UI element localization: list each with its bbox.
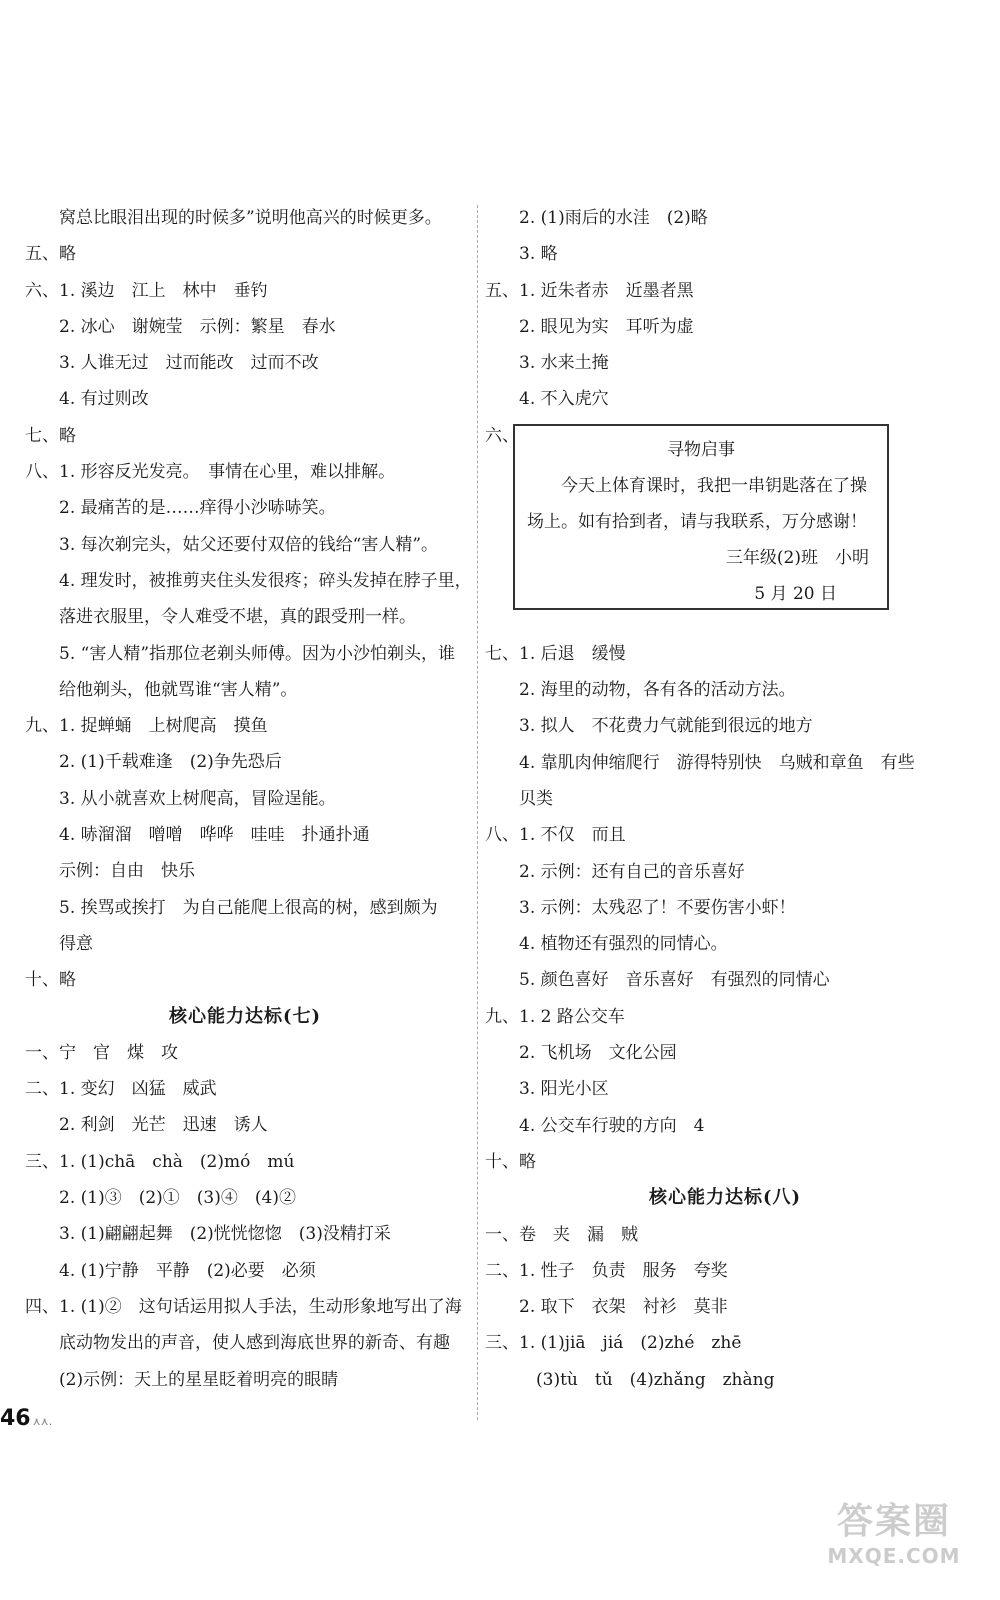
answer-line: 七、1. 后退 缓慢 bbox=[485, 643, 626, 664]
answer-line: 3. 阳光小区 bbox=[485, 1079, 609, 1100]
answer-line: 一、宁 官 煤 攻 bbox=[25, 1042, 178, 1063]
answer-line: 4. 哧溜溜 噌噌 哗哗 哇哇 扑通扑通 bbox=[25, 825, 370, 846]
answer-line: 3. 每次剃完头，姑父还要付双倍的钱给“害人精”。 bbox=[25, 534, 439, 555]
answer-line: 七、略 bbox=[25, 425, 76, 446]
section-heading: 核心能力达标(七) bbox=[168, 1005, 322, 1027]
answer-line: 4. 不入虎穴 bbox=[485, 389, 609, 410]
answer-line: 3. 拟人 不花费力气就能到很远的地方 bbox=[485, 716, 813, 737]
answer-line: 八、1. 形容反光发亮。 事情在心里，难以排解。 bbox=[25, 462, 396, 483]
answer-line: 4. (1)宁静 平静 (2)必要 必须 bbox=[25, 1260, 316, 1281]
notice-body: 今天上体育课时，我把一串钥匙落在了操场上。如有拾到者，请与我联系，万分感谢！ bbox=[527, 475, 867, 532]
right-column bbox=[485, 200, 965, 1398]
right-answers-bottom bbox=[485, 636, 965, 1398]
page-number bbox=[0, 1406, 52, 1431]
answer-line: 底动物发出的声音，使人感到海底世界的新奇、有趣 bbox=[25, 1333, 450, 1354]
answer-line: 二、1. 性子 负责 服务 夸奖 bbox=[485, 1260, 728, 1281]
answer-line: 5. “害人精”指那位老剃头师傅。因为小沙怕剃头，谁 bbox=[25, 643, 456, 664]
answer-line: 十、略 bbox=[485, 1151, 536, 1172]
column-divider bbox=[477, 205, 478, 1420]
answer-line: (2)示例：天上的星星眨着明亮的眼睛 bbox=[25, 1369, 339, 1390]
answer-line: 2. 海里的动物，各有各的活动方法。 bbox=[485, 680, 796, 701]
answer-line: 窝总比眼泪出现的时候多”说明他高兴的时候更多。 bbox=[25, 208, 442, 228]
answer-line: 2. (1)千载难逢 (2)争先恐后 bbox=[25, 752, 282, 773]
answer-line: 2. 最痛苦的是……痒得小沙哧哧笑。 bbox=[25, 498, 336, 519]
answer-line: 3. 示例：太残忍了！不要伤害小虾！ bbox=[485, 897, 796, 918]
page-number-decoration: ⋏⋏. bbox=[32, 1415, 53, 1428]
watermark-en: MXQE.COM bbox=[827, 1544, 961, 1568]
section-heading: 核心能力达标(八) bbox=[648, 1187, 802, 1209]
answer-line: 2. 取下 衣架 衬衫 莫非 bbox=[485, 1297, 728, 1318]
answer-line: 2. (1)雨后的水洼 (2)略 bbox=[485, 208, 708, 228]
answer-line: (3)tù tǔ (4)zhǎng zhàng bbox=[485, 1369, 775, 1390]
notice-section bbox=[485, 418, 965, 636]
answer-line: 落进衣服里，令人难受不堪，真的跟受刑一样。 bbox=[25, 607, 416, 628]
answer-line: 4. 植物还有强烈的同情心。 bbox=[485, 934, 728, 955]
answer-line: 九、1. 捉蝉蛹 上树爬高 摸鱼 bbox=[25, 716, 268, 737]
answer-line: 示例：自由 快乐 bbox=[25, 861, 195, 882]
notice-signature: 三年级(2)班 小明 bbox=[725, 547, 869, 568]
answer-line: 四、1. (1)② 这句话运用拟人手法，生动形象地写出了海 bbox=[25, 1296, 462, 1317]
answer-line: 3. 人谁无过 过而能改 过而不改 bbox=[25, 353, 319, 374]
answer-line: 五、1. 近朱者赤 近墨者黑 bbox=[485, 280, 694, 301]
page-number-text: 46 bbox=[0, 1406, 31, 1431]
notice-label: 六、 bbox=[485, 425, 519, 446]
answer-line: 2. (1)③ (2)① (3)④ (4)② bbox=[25, 1188, 296, 1209]
answer-line: 2. 冰心 谢婉莹 示例：繁星 春水 bbox=[25, 316, 336, 337]
answer-line: 4. 理发时，被推剪夹住头发很疼；碎头发掉在脖子里， bbox=[25, 570, 472, 591]
answer-line: 3. 从小就喜欢上树爬高，冒险逞能。 bbox=[25, 788, 336, 809]
answer-line: 五、略 bbox=[25, 244, 76, 265]
answer-line: 3. (1)翩翩起舞 (2)恍恍惚惚 (3)没精打采 bbox=[25, 1224, 391, 1245]
answer-line: 三、1. (1)jiā jiá (2)zhé zhē bbox=[485, 1333, 742, 1354]
answer-line: 2. 利剑 光芒 迅速 诱人 bbox=[25, 1115, 268, 1136]
answer-line: 给他剃头，他就骂谁“害人精”。 bbox=[25, 679, 298, 700]
answer-line: 2. 眼见为实 耳听为虚 bbox=[485, 316, 694, 337]
answer-line: 3. 水来土掩 bbox=[485, 353, 609, 374]
answer-line: 一、卷 夹 漏 贼 bbox=[485, 1224, 638, 1245]
watermark-cn: 答案圈 bbox=[836, 1501, 951, 1542]
answer-line: 六、1. 溪边 江上 林中 垂钓 bbox=[25, 280, 268, 301]
answer-line: 得意 bbox=[25, 933, 93, 954]
answer-line: 4. 靠肌肉伸缩爬行 游得特别快 乌贼和章鱼 有些 bbox=[485, 752, 915, 773]
answer-line: 5. 挨骂或挨打 为自己能爬上很高的树，感到颇为 bbox=[25, 897, 438, 918]
answer-line: 2. 示例：还有自己的音乐喜好 bbox=[485, 861, 745, 882]
lost-item-notice-box bbox=[513, 424, 889, 610]
answer-line: 八、1. 不仅 而且 bbox=[485, 825, 626, 846]
answer-line: 2. 飞机场 文化公园 bbox=[485, 1043, 677, 1064]
answer-line: 十、略 bbox=[25, 970, 76, 991]
answer-line: 3. 略 bbox=[485, 244, 558, 265]
notice-title: 寻物启事 bbox=[667, 439, 735, 460]
answer-line: 九、1. 2 路公交车 bbox=[485, 1006, 625, 1027]
answer-line: 三、1. (1)chā chà (2)mó mú bbox=[25, 1151, 295, 1172]
answer-line: 5. 颜色喜好 音乐喜好 有强烈的同情心 bbox=[485, 970, 830, 991]
left-column bbox=[25, 200, 472, 1398]
notice-date: 5 月 20 日 bbox=[754, 583, 837, 604]
answer-line: 4. 公交车行驶的方向 4 bbox=[485, 1115, 705, 1136]
answer-line: 贝类 bbox=[485, 788, 553, 809]
watermark-logo bbox=[804, 1500, 984, 1568]
answer-line: 二、1. 变幻 凶猛 威武 bbox=[25, 1079, 217, 1100]
right-answers-top bbox=[485, 200, 965, 418]
answer-line: 4. 有过则改 bbox=[25, 389, 149, 410]
